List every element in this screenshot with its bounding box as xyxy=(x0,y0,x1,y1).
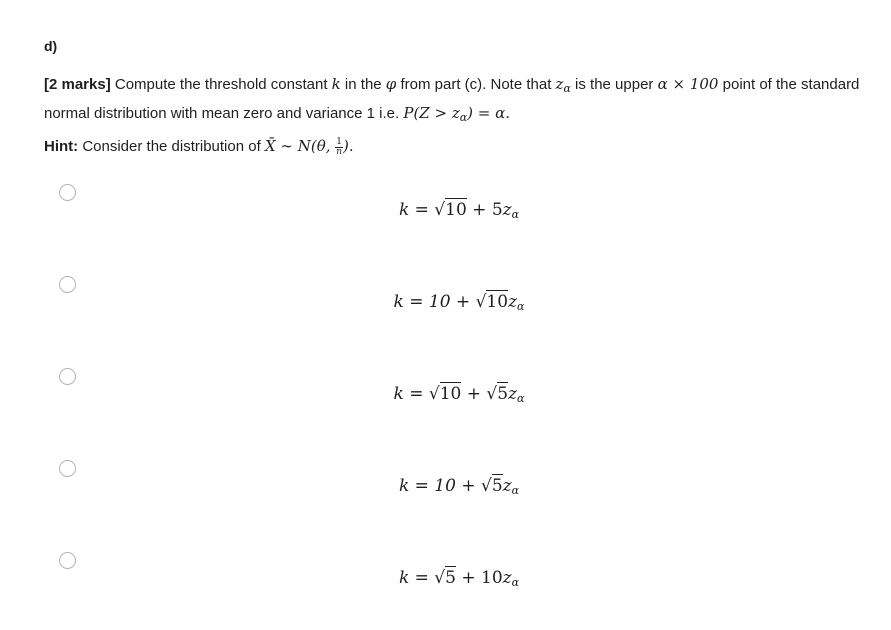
question-text: [2 marks] Compute the threshold constant k in the φ from part (c). Note that $z_\alpha$ is the upper α × 100 point of the standard normal distribution with mean zero and variance 1 i.e. $P(Z > z_\alpha) = \alpha$. xyxy=(44,75,860,124)
fraction-one-over-n: $\frac{1}{n}$ xyxy=(336,136,343,157)
hint-label: Hint: xyxy=(44,138,79,155)
option-2-formula: $k = 10 + √10z_\alpha$ xyxy=(393,292,525,313)
option-radio-5[interactable] xyxy=(59,552,76,569)
option-radio-2[interactable] xyxy=(59,276,76,293)
option-5-formula: $k = √5 + 10z_\alpha$ xyxy=(398,568,520,589)
hint-text: Hint: Consider the distribution of X̄ ∼ N(θ, $\frac{1}{n}$ ). xyxy=(44,136,354,157)
marks-badge: [2 marks] xyxy=(44,76,111,93)
question-label: d) xyxy=(44,38,58,54)
option-radio-3[interactable] xyxy=(59,368,76,385)
option-radio-4[interactable] xyxy=(59,460,76,477)
option-4-formula: $k = 10 + √5z_\alpha$ xyxy=(398,476,520,497)
option-3-formula: $k = √10 + √5z_\alpha$ xyxy=(393,384,525,405)
option-1-formula: $k = √10 + 5z_\alpha$ xyxy=(398,200,520,221)
option-radio-1[interactable] xyxy=(59,184,76,201)
